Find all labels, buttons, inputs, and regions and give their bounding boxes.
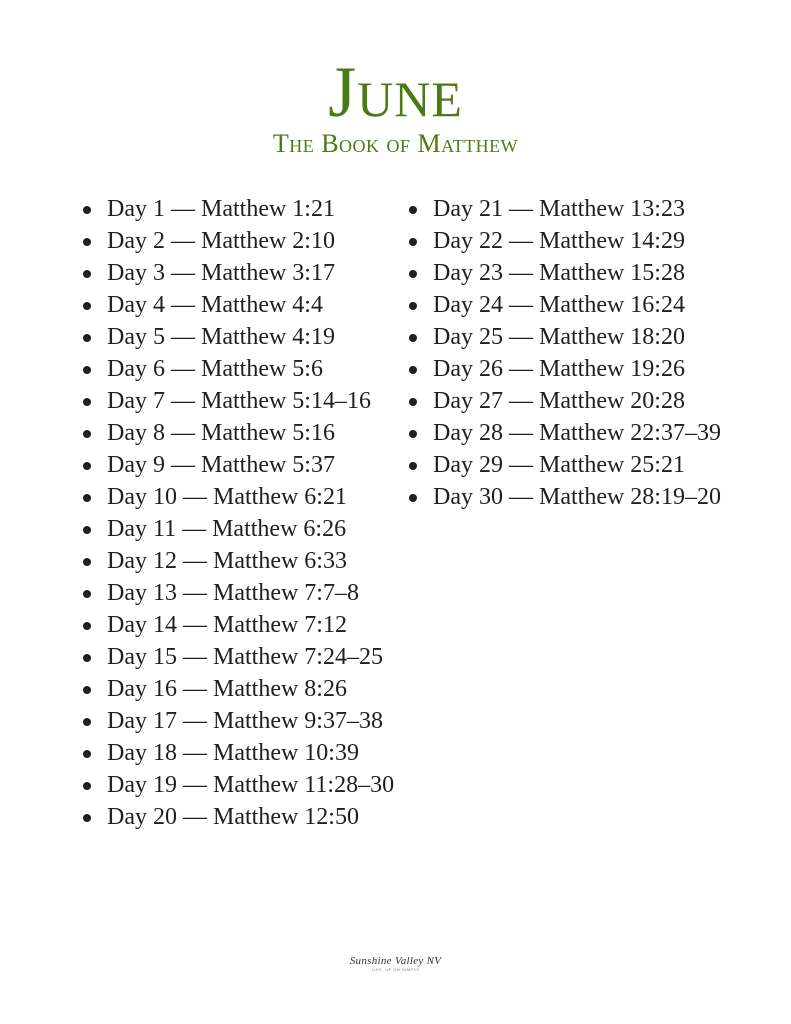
list-item: Day 3 — Matthew 3:17 [82, 257, 394, 289]
reading-list-left [82, 193, 394, 833]
list-item: Day 16 — Matthew 8:26 [82, 673, 394, 705]
list-item: Day 9 — Matthew 5:37 [82, 449, 394, 481]
list-item: Day 10 — Matthew 6:21 [82, 481, 394, 513]
list-item: Day 14 — Matthew 7:12 [82, 609, 394, 641]
list-item: Day 12 — Matthew 6:33 [82, 545, 394, 577]
list-item: Day 29 — Matthew 25:21 [408, 449, 721, 481]
list-item: Day 6 — Matthew 5:6 [82, 353, 394, 385]
brand-logo [0, 955, 791, 973]
list-item: Day 17 — Matthew 9:37–38 [82, 705, 394, 737]
list-item: Day 24 — Matthew 16:24 [408, 289, 721, 321]
list-item: Day 20 — Matthew 12:50 [82, 801, 394, 833]
list-item: Day 11 — Matthew 6:26 [82, 513, 394, 545]
list-item: Day 22 — Matthew 14:29 [408, 225, 721, 257]
list-item: Day 26 — Matthew 19:26 [408, 353, 721, 385]
list-item: Day 13 — Matthew 7:7–8 [82, 577, 394, 609]
page-subtitle: The Book of Matthew [272, 129, 519, 158]
page-title: June [328, 52, 463, 132]
list-item: Day 28 — Matthew 22:37–39 [408, 417, 721, 449]
list-item: Day 15 — Matthew 7:24–25 [82, 641, 394, 673]
list-item: Day 4 — Matthew 4:4 [82, 289, 394, 321]
list-item: Day 27 — Matthew 20:28 [408, 385, 721, 417]
list-item: Day 18 — Matthew 10:39 [82, 737, 394, 769]
list-item: Day 21 — Matthew 13:23 [408, 193, 721, 225]
list-item: Day 8 — Matthew 5:16 [82, 417, 394, 449]
reading-list-right [408, 193, 721, 513]
logo-tagline: LIFE, UP ON SIMPLY [371, 967, 420, 972]
logo-text: Sunshine Valley NV [349, 955, 442, 967]
list-item: Day 23 — Matthew 15:28 [408, 257, 721, 289]
list-item: Day 25 — Matthew 18:20 [408, 321, 721, 353]
list-item: Day 7 — Matthew 5:14–16 [82, 385, 394, 417]
list-item: Day 2 — Matthew 2:10 [82, 225, 394, 257]
list-item: Day 19 — Matthew 11:28–30 [82, 769, 394, 801]
list-item: Day 30 — Matthew 28:19–20 [408, 481, 721, 513]
list-item: Day 5 — Matthew 4:19 [82, 321, 394, 353]
list-item: Day 1 — Matthew 1:21 [82, 193, 394, 225]
